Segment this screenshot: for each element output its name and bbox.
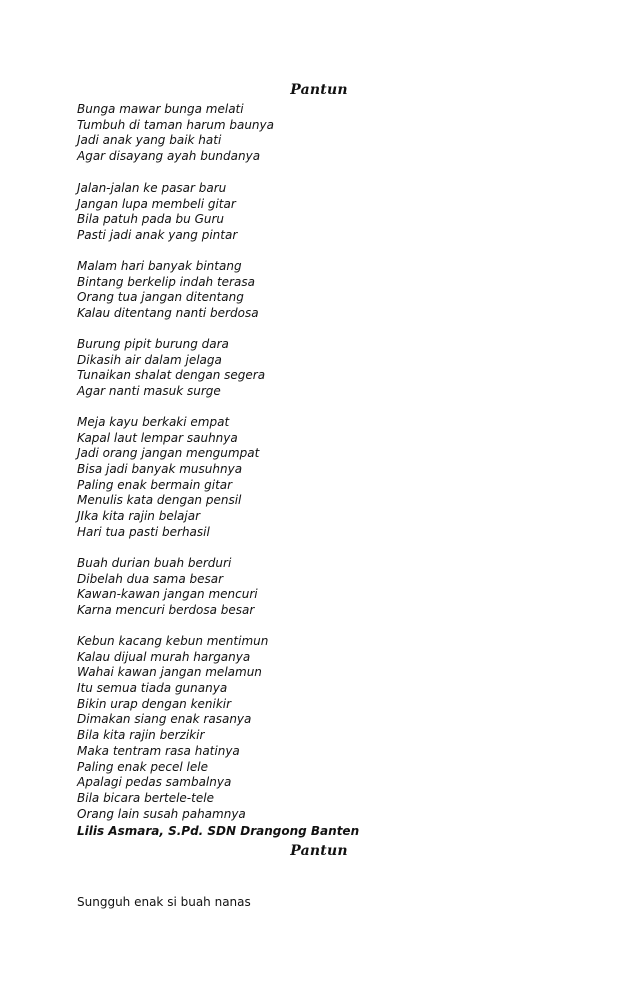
- stanza-line: Dibelah dua sama besar: [77, 571, 224, 586]
- stanza-line: Kapal laut lempar sauhnya: [77, 430, 238, 445]
- stanza-line: Karna mencuri berdosa besar: [77, 603, 255, 618]
- stanza-line: Paling enak pecel lele: [77, 759, 208, 774]
- stanza-1: [77, 102, 597, 165]
- stanza-line: Jadi anak yang baik hati: [77, 133, 222, 148]
- stanza-line: Orang tua jangan ditentang: [77, 290, 244, 305]
- stanza-line: Dimakan siang enak rasanya: [77, 712, 252, 727]
- stanza-line: Dikasih air dalam jelaga: [77, 352, 222, 367]
- stanza-line: Tumbuh di taman harum baunya: [77, 117, 274, 132]
- stanza-line: Jalan-jalan ke pasar baru: [77, 181, 227, 195]
- stanza-line: Jangan lupa membeli gitar: [77, 196, 236, 211]
- stanza-line: Kawan-kawan jangan mencuri: [77, 587, 258, 602]
- stanza-line: JIka kita rajin belajar: [77, 509, 201, 524]
- stanza-line: Bila kita rajin berzikir: [77, 728, 205, 743]
- stanza-line: Meja kayu berkaki empat: [77, 415, 230, 429]
- stanza-line: Wahai kawan jangan melamun: [77, 665, 262, 680]
- stanza-line: Agar nanti masuk surge: [77, 384, 221, 399]
- stanza-line: Bila patuh pada bu Guru: [77, 212, 225, 227]
- stanza-line: Orang lain susah pahamnya: [77, 806, 246, 821]
- stanza-line: Menulis kata dengan pensil: [77, 493, 242, 508]
- stanza-line: Maka tentram rasa hatinya: [77, 743, 240, 758]
- stanza-line: Agar disayang ayah bundanya: [77, 149, 261, 164]
- stanza-line: Hari tua pasti berhasil: [77, 524, 210, 539]
- stanza-8: [77, 895, 597, 911]
- stanza-line: Jadi orang jangan mengumpat: [77, 446, 260, 461]
- stanza-line: Burung pipit burung dara: [77, 337, 229, 351]
- stanza-line: Bunga mawar bunga melati: [77, 102, 244, 116]
- stanza-2: [77, 181, 597, 244]
- stanza-line: Itu semua tiada gunanya: [77, 681, 228, 696]
- stanza-6: [77, 556, 597, 619]
- stanza-line: Buah durian buah berduri: [77, 556, 232, 570]
- stanza-line: Bintang berkelip indah terasa: [77, 274, 255, 289]
- stanza-3: [77, 259, 597, 322]
- stanza-line: Kebun kacang kebun mentimun: [77, 634, 269, 648]
- second-page-title: Pantun: [290, 843, 348, 859]
- stanza-line: Pasti jadi anak yang pintar: [77, 228, 238, 243]
- stanza-line: Bikin urap dengan kenikir: [77, 696, 232, 711]
- page-title: Pantun: [290, 82, 348, 98]
- stanza-line: Sungguh enak si buah nanas: [77, 895, 251, 909]
- stanza-line: Kalau ditentang nanti berdosa: [77, 306, 259, 321]
- stanza-7: [77, 634, 597, 822]
- author-credit: Lilis Asmara, S.Pd. SDN Drangong Banten: [77, 824, 360, 838]
- stanza-line: Apalagi pedas sambalnya: [77, 775, 232, 790]
- stanza-line: Kalau dijual murah harganya: [77, 649, 251, 664]
- stanza-line: Paling enak bermain gitar: [77, 477, 233, 492]
- stanza-line: Bila bicara bertele-tele: [77, 790, 214, 805]
- stanza-line: Tunaikan shalat dengan segera: [77, 368, 266, 383]
- stanza-4: [77, 337, 597, 400]
- stanza-5: [77, 415, 597, 541]
- stanza-line: Malam hari banyak bintang: [77, 259, 242, 273]
- stanza-line: Bisa jadi banyak musuhnya: [77, 462, 243, 477]
